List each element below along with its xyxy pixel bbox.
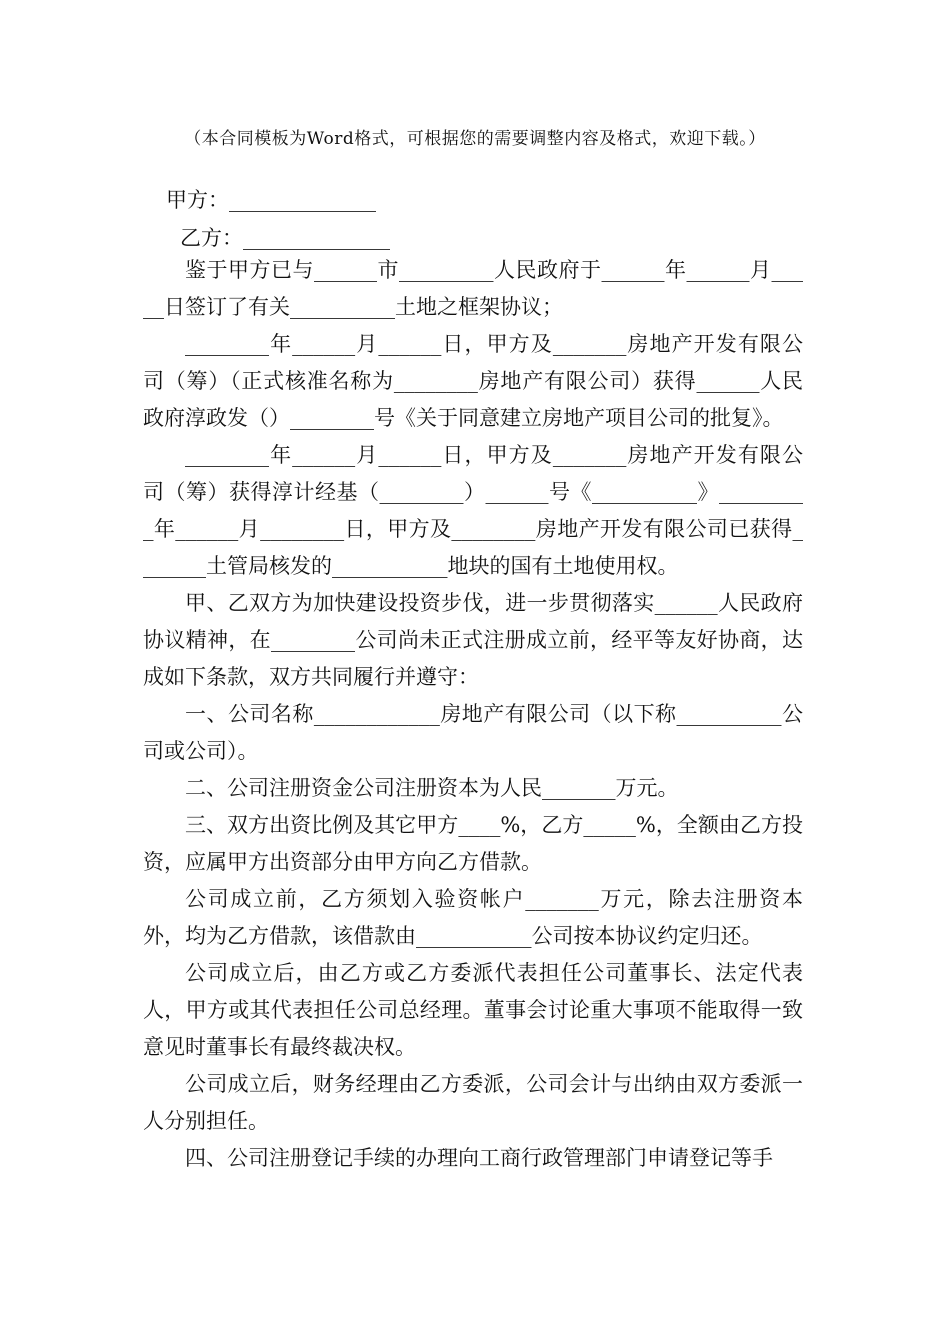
template-notice: （本合同模板为Word格式，可根据您的需要调整内容及格式，欢迎下载。） [184, 129, 766, 149]
clause-capital-verification: 公司成立前，乙方须划入验资帐户_______万元，除去注册资本外，均为乙方借款，该借款由___________公司按本协议约定归还。 [143, 887, 803, 948]
clause-board-chairman: 公司成立后，由乙方或乙方委派代表担任公司董事长、法定代表人，甲方或其代表担任公司总经理。董事会讨论重大事项不能取得一致意见时董事长有最终裁决权。 [143, 961, 803, 1059]
paragraph-recital-3: ________年______月______日，甲方及_______房地产开发有限公司（筹）获得淳计经基（________）______号《__________》_________年______月________日，甲方及________房地产开发有限公司已获得_______土管局核发的___________地块的国有土地使用权。 [143, 443, 803, 578]
paragraph-recital-2: ________年______月______日，甲方及_______房地产开发有限公司（筹）（正式核准名称为________房地产有限公司）获得______人民政府淳政发（）________号《关于同意建立房地产项目公司的批复》。 [143, 332, 803, 430]
paragraph-recital-1: 鉴于甲方已与______市_________人民政府于______年______月_____日签订了有关__________土地之框架协议； [143, 258, 803, 319]
party-b-line: 乙方：______________ [180, 226, 390, 250]
clause-finance-manager: 公司成立后，财务经理由乙方委派，公司会计与出纳由双方委派一人分别担任。 [143, 1072, 803, 1133]
clause-capital-ratio: 三、双方出资比例及其它甲方____%，乙方_____%，全额由乙方投资，应属甲方出资部分由甲方向乙方借款。 [143, 813, 803, 874]
contract-body [143, 252, 803, 1177]
clause-company-name: 一、公司名称____________房地产有限公司（以下称__________公司或公司）。 [143, 702, 803, 763]
party-a-line: 甲方：______________ [166, 188, 376, 212]
clause-registration: 四、公司注册登记手续的办理向工商行政管理部门申请登记等手 [185, 1146, 773, 1170]
paragraph-agreement-intro: 甲、乙双方为加快建设投资步伐，进一步贯彻落实______人民政府协议精神，在________公司尚未正式注册成立前，经平等友好协商，达成如下条款，双方共同履行并遵守： [143, 591, 803, 689]
clause-registered-capital: 二、公司注册资金公司注册资本为人民_______万元。 [185, 776, 679, 800]
